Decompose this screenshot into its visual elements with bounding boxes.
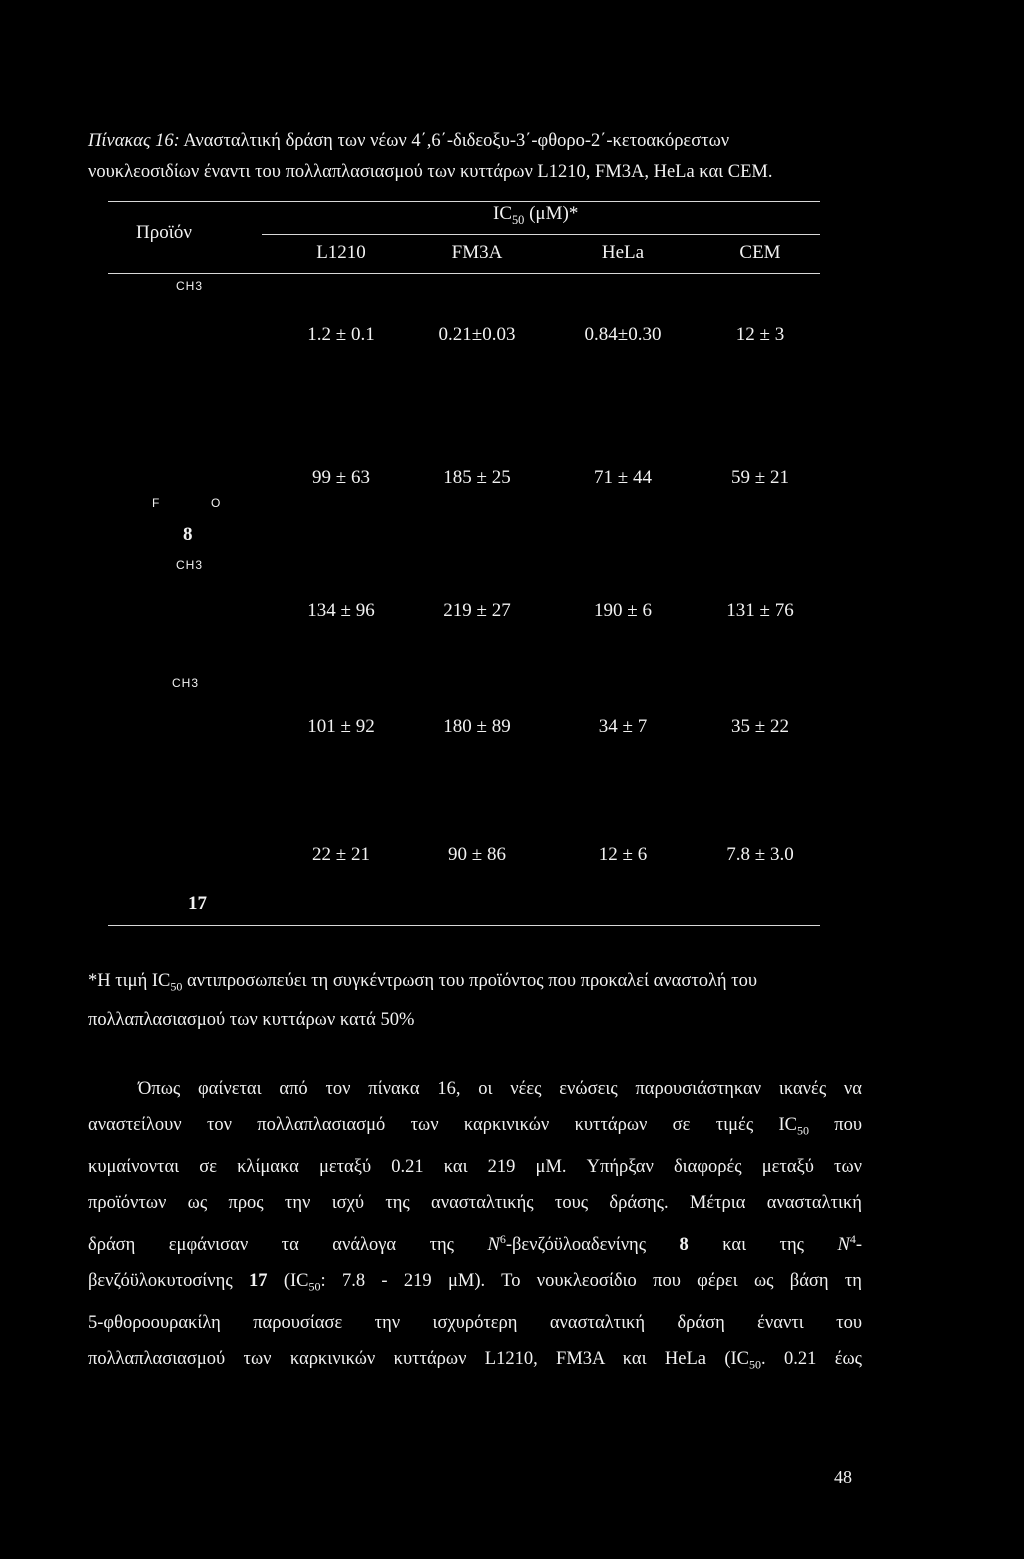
- caption-text-line1: Ανασταλτική δράση των νέων 4΄,6΄-διδεοξυ-3΄-φθορο-2΄-κετοακόρεστων: [183, 131, 730, 151]
- cell-l1210: 22 ± 21: [312, 844, 370, 865]
- paragraph-line: προϊόντων ως προς την ισχύ της ανασταλτικής τους δράσης. Μέτρια ανασταλτική: [88, 1192, 862, 1213]
- structure-label-ch3: CH3: [176, 558, 204, 572]
- table-top-rule: [108, 201, 820, 202]
- cell-fm3a: 0.21±0.03: [438, 324, 516, 345]
- cell-cem: 7.8 ± 3.0: [726, 844, 794, 865]
- compound-number-8: 8: [183, 524, 193, 545]
- structure-label-f: F: [152, 496, 161, 510]
- product-header: Προϊόν: [136, 222, 192, 243]
- ic50-header: $IC_{50}$ (μM)*: [493, 203, 579, 227]
- structure-label-ch3: CH3: [176, 279, 204, 293]
- cell-fm3a: 90 ± 86: [448, 844, 506, 865]
- paragraph-line: δράση εμφάνισαν τα ανάλογα της $N^6$-βενζόϋλοαδενίνης 8 και της $N^4-$: [88, 1231, 862, 1255]
- header-bottom-rule: [108, 273, 820, 274]
- paragraph-line: αναστείλουν τον πολλαπλασιασμό των καρκινικών κυττάρων σε τιμές $IC_{50}$ που: [88, 1115, 863, 1138]
- paragraph-line: 5-φθοροουρακίλη παρουσίασε την ισχυρότερη ανασταλτική δράση έναντι του: [88, 1312, 862, 1333]
- body-paragraph: [88, 1071, 862, 1382]
- cell-cem: 131 ± 76: [726, 600, 794, 621]
- cell-cem: 35 ± 22: [731, 716, 789, 737]
- cell-l1210: 99 ± 63: [312, 467, 370, 488]
- cell-cem: 59 ± 21: [731, 467, 789, 488]
- cell-hela: 34 ± 7: [598, 716, 648, 737]
- table-footnote: *Η τιμή $IC_{50}$ αντιπροσωπεύει τη συγκέντρωση του προϊόντος που προκαλεί αναστολή του πολλαπλασιασμού των κυττάρων κατά 50%: [88, 971, 757, 1030]
- cell-l1210: 101 ± 92: [307, 716, 375, 737]
- cell-hela: 190 ± 6: [594, 600, 652, 621]
- structure-label-o: O: [211, 496, 222, 510]
- cell-fm3a: 185 ± 25: [443, 467, 511, 488]
- column-header-hela: HeLa: [601, 242, 645, 263]
- cell-fm3a: 180 ± 89: [443, 716, 511, 737]
- column-header-cem: CEM: [739, 242, 781, 263]
- column-header-l1210: L1210: [316, 242, 366, 263]
- structure-label-ch3: CH3: [172, 676, 200, 690]
- cell-hela: 12 ± 6: [598, 844, 648, 865]
- table-caption: [88, 126, 930, 188]
- cell-fm3a: 219 ± 27: [443, 600, 511, 621]
- table-bottom-rule: [108, 925, 820, 926]
- caption-label: Πίνακας 16:: [88, 131, 180, 151]
- paragraph-line: κυμαίνονται σε κλίμακα μεταξύ 0.21 και 219 μM. Υπήρξαν διαφορές μεταξύ των: [88, 1156, 862, 1177]
- paragraph-line: πολλαπλασιασμού των καρκινικών κυττάρων L1210, FM3A και HeLa ($IC_{50}$. 0.21 έως: [88, 1348, 862, 1372]
- page-number: 48: [834, 1467, 852, 1487]
- compound-number-17: 17: [188, 893, 207, 914]
- paragraph-line: Όπως φαίνεται από τον πίνακα 16, οι νέες ενώσεις παρουσιάστηκαν ικανές να: [138, 1079, 862, 1099]
- cell-cem: 12 ± 3: [735, 324, 785, 345]
- cell-l1210: 1.2 ± 0.1: [307, 324, 375, 345]
- cell-l1210: 134 ± 96: [307, 600, 375, 621]
- column-header-fm3a: FM3A: [451, 242, 503, 263]
- paragraph-line: βενζόϋλοκυτοσίνης 17 ($IC_{50}$: 7.8 - 219 μM). Το νουκλεοσίδιο που φέρει ως βάση τη: [88, 1270, 862, 1294]
- caption-text-line2: νουκλεοσιδίων έναντι του πολλαπλασιασμού των κυττάρων L1210, FM3A, HeLa και CEM.: [88, 162, 773, 182]
- ic50-sub-rule: [262, 234, 820, 235]
- cell-hela: 71 ± 44: [594, 467, 652, 488]
- cell-hela: 0.84±0.30: [584, 324, 662, 345]
